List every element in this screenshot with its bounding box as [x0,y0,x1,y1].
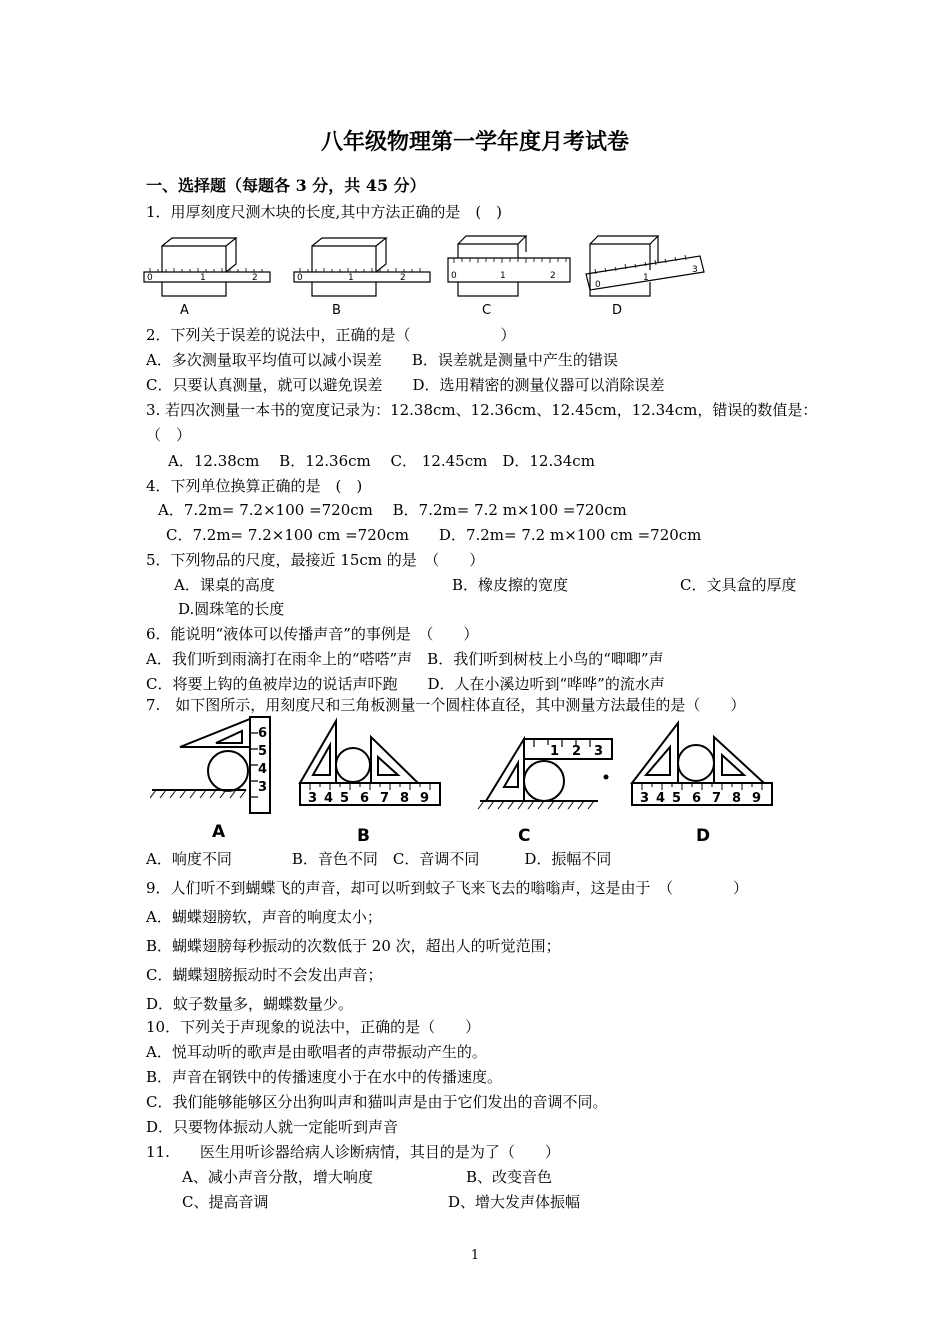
q1-tick: 1 [348,273,354,283]
q8-options: A．响度不同 B．音色不同 C．音调不同 D．振幅不同 [146,850,612,868]
q1-label-c: C [482,303,492,318]
q1-label-a: A [180,303,189,318]
q5-stem: 5．下列物品的尺度，最接近 15cm 的是 （ ） [146,551,485,569]
q5-option-a: A．课桌的高度 [174,576,275,594]
q4-options-cd: C．7.2m= 7.2×100 cm =720cm D．7.2m= 7.2 m×100 cm =720cm [166,526,702,544]
q5-option-c: C．文具盒的厚度 [680,576,797,594]
q1-figure [140,232,740,322]
q11-option-d: D、增大发声体振幅 [448,1193,581,1211]
q7-figure-b [300,721,440,805]
q7-ruler-digit: 9 [420,791,430,806]
q2-options-ab: A．多次测量取平均值可以减小误差 B．误差就是测量中产生的错误 [146,351,618,369]
q7-ruler-digit: 4 [324,791,334,806]
q10-option-a: A．悦耳动听的歌声是由歌唱者的声带振动产生的。 [146,1043,487,1061]
q4-options-ab: A．7.2m= 7.2×100 =720cm B．7.2m= 7.2 m×100 =720cm [158,501,627,519]
q1-label-d: D [612,303,623,318]
q7-ruler-digit: 7 [380,791,390,806]
q1-tick: 2 [252,273,258,283]
page-number: 1 [470,1248,480,1263]
q9-stem: 9．人们听不到蝴蝶飞的声音，却可以听到蚊子飞来飞去的嗡嗡声，这是由于 （ ） [146,879,749,897]
q11-option-c: C、提高音调 [182,1193,269,1211]
q7-figure [150,715,790,850]
q1-tick: 0 [297,273,303,283]
q10-option-b: B．声音在钢铁中的传播速度小于在水中的传播速度。 [146,1068,503,1086]
q10-option-c: C．我们能够能够区分出狗叫声和猫叫声是由于它们发出的音调不同。 [146,1093,608,1111]
q1-figure-c [448,236,570,296]
q1-tick: 3 [692,265,698,275]
q7-side-digit: 6 [258,726,268,741]
q7-figure-c [478,739,612,809]
q9-option-b: B．蝴蝶翅膀每秒振动的次数低于 20 次，超出人的听觉范围； [146,937,561,955]
q11-option-a: A、减小声音分散，增大响度 [182,1168,373,1186]
q7-side-digit: 2 [572,744,582,759]
q7-label-d: D [696,826,711,846]
q10-option-d: D．只要物体振动人就一定能听到声音 [146,1118,399,1136]
q7-ruler-digit: 8 [732,791,742,806]
q9-option-c: C．蝴蝶翅膀振动时不会发出声音； [146,966,383,984]
q7-ruler-digit: 6 [360,791,370,806]
q7-ruler-digit: 3 [640,791,650,806]
q7-figure-d [632,723,772,805]
q1-tick: 2 [550,271,556,281]
q1-tick: 0 [147,273,153,283]
q1-label-b: B [332,303,341,318]
q5-option-b: B．橡皮擦的宽度 [452,576,569,594]
q7-side-digit: 3 [258,780,268,795]
q3-paren: （ ） [146,426,192,444]
q7-figure-a [150,717,270,813]
q3-stem: 3. 若四次测量一本书的宽度记录为：12.38cm、12.36cm、12.45cm，12.34cm，错误的数值是： [146,401,818,419]
q1-stem: 1．用厚刻度尺测木块的长度,其中方法正确的是 ( ) [146,203,503,221]
q9-option-d: D．蚊子数量多，蝴蝶数量少。 [146,995,354,1013]
q11-stem: 11. 医生用听诊器给病人诊断病情，其目的是为了（ ） [146,1143,560,1161]
q7-label-c: C [518,826,531,846]
q7-stem: 7. 如下图所示，用刻度尺和三角板测量一个圆柱体直径，其中测量方法最佳的是（ ） [146,696,746,714]
q6-options-cd: C．将要上钩的鱼被岸边的说话声吓跑 D．人在小溪边听到“哗哗”的流水声 [146,675,665,693]
q5-option-d: D.圆珠笔的长度 [178,600,285,618]
q3-options: A．12.38cm B．12.36cm C． 12.45cm D．12.34cm [168,452,595,470]
q1-tick: 1 [643,273,649,283]
q7-side-digit: 5 [258,744,268,759]
q9-option-a: A．蝴蝶翅膀软，声音的响度太小； [146,908,382,926]
q1-tick: 2 [400,273,406,283]
q7-side-digit: 1 [550,744,560,759]
q7-ruler-digit: 3 [308,791,318,806]
section-heading: 一、选择题（每题各 3 分，共 45 分） [146,176,426,195]
q7-ruler-digit: 6 [692,791,702,806]
q1-tick: 1 [200,273,206,283]
q4-stem: 4．下列单位换算正确的是 ( ) [146,477,363,495]
q11-option-b: B、改变音色 [466,1168,553,1186]
q6-options-ab: A．我们听到雨滴打在雨伞上的“嗒嗒”声 B．我们听到树枝上小鸟的“唧唧”声 [146,650,664,668]
q1-tick: 0 [595,280,601,290]
q1-tick: 1 [500,271,506,281]
q7-ruler-digit: 4 [656,791,666,806]
q10-stem: 10．下列关于声现象的说法中，正确的是（ ） [146,1018,481,1036]
q7-ruler-digit: 8 [400,791,410,806]
q1-tick: 0 [451,271,457,281]
q7-ruler-digit: 5 [672,791,682,806]
q2-stem: 2．下列关于误差的说法中，正确的是（ ） [146,326,516,344]
q7-side-digit: 3 [594,744,604,759]
q2-options-cd: C．只要认真测量，就可以避免误差 D．选用精密的测量仪器可以消除误差 [146,376,665,394]
q1-figure-a [144,238,270,296]
q7-side-digit: 4 [258,762,268,777]
q7-label-a: A [212,822,226,842]
q7-ruler-digit: 9 [752,791,762,806]
page-title: 八年级物理第一学年度月考试卷 [320,129,629,155]
q1-figure-d [586,236,704,296]
q6-stem: 6．能说明“液体可以传播声音”的事例是 （ ） [146,625,479,643]
q7-ruler-digit: 5 [340,791,350,806]
q7-ruler-digit: 7 [712,791,722,806]
q1-figure-b [294,238,430,296]
q7-label-b: B [357,826,370,846]
